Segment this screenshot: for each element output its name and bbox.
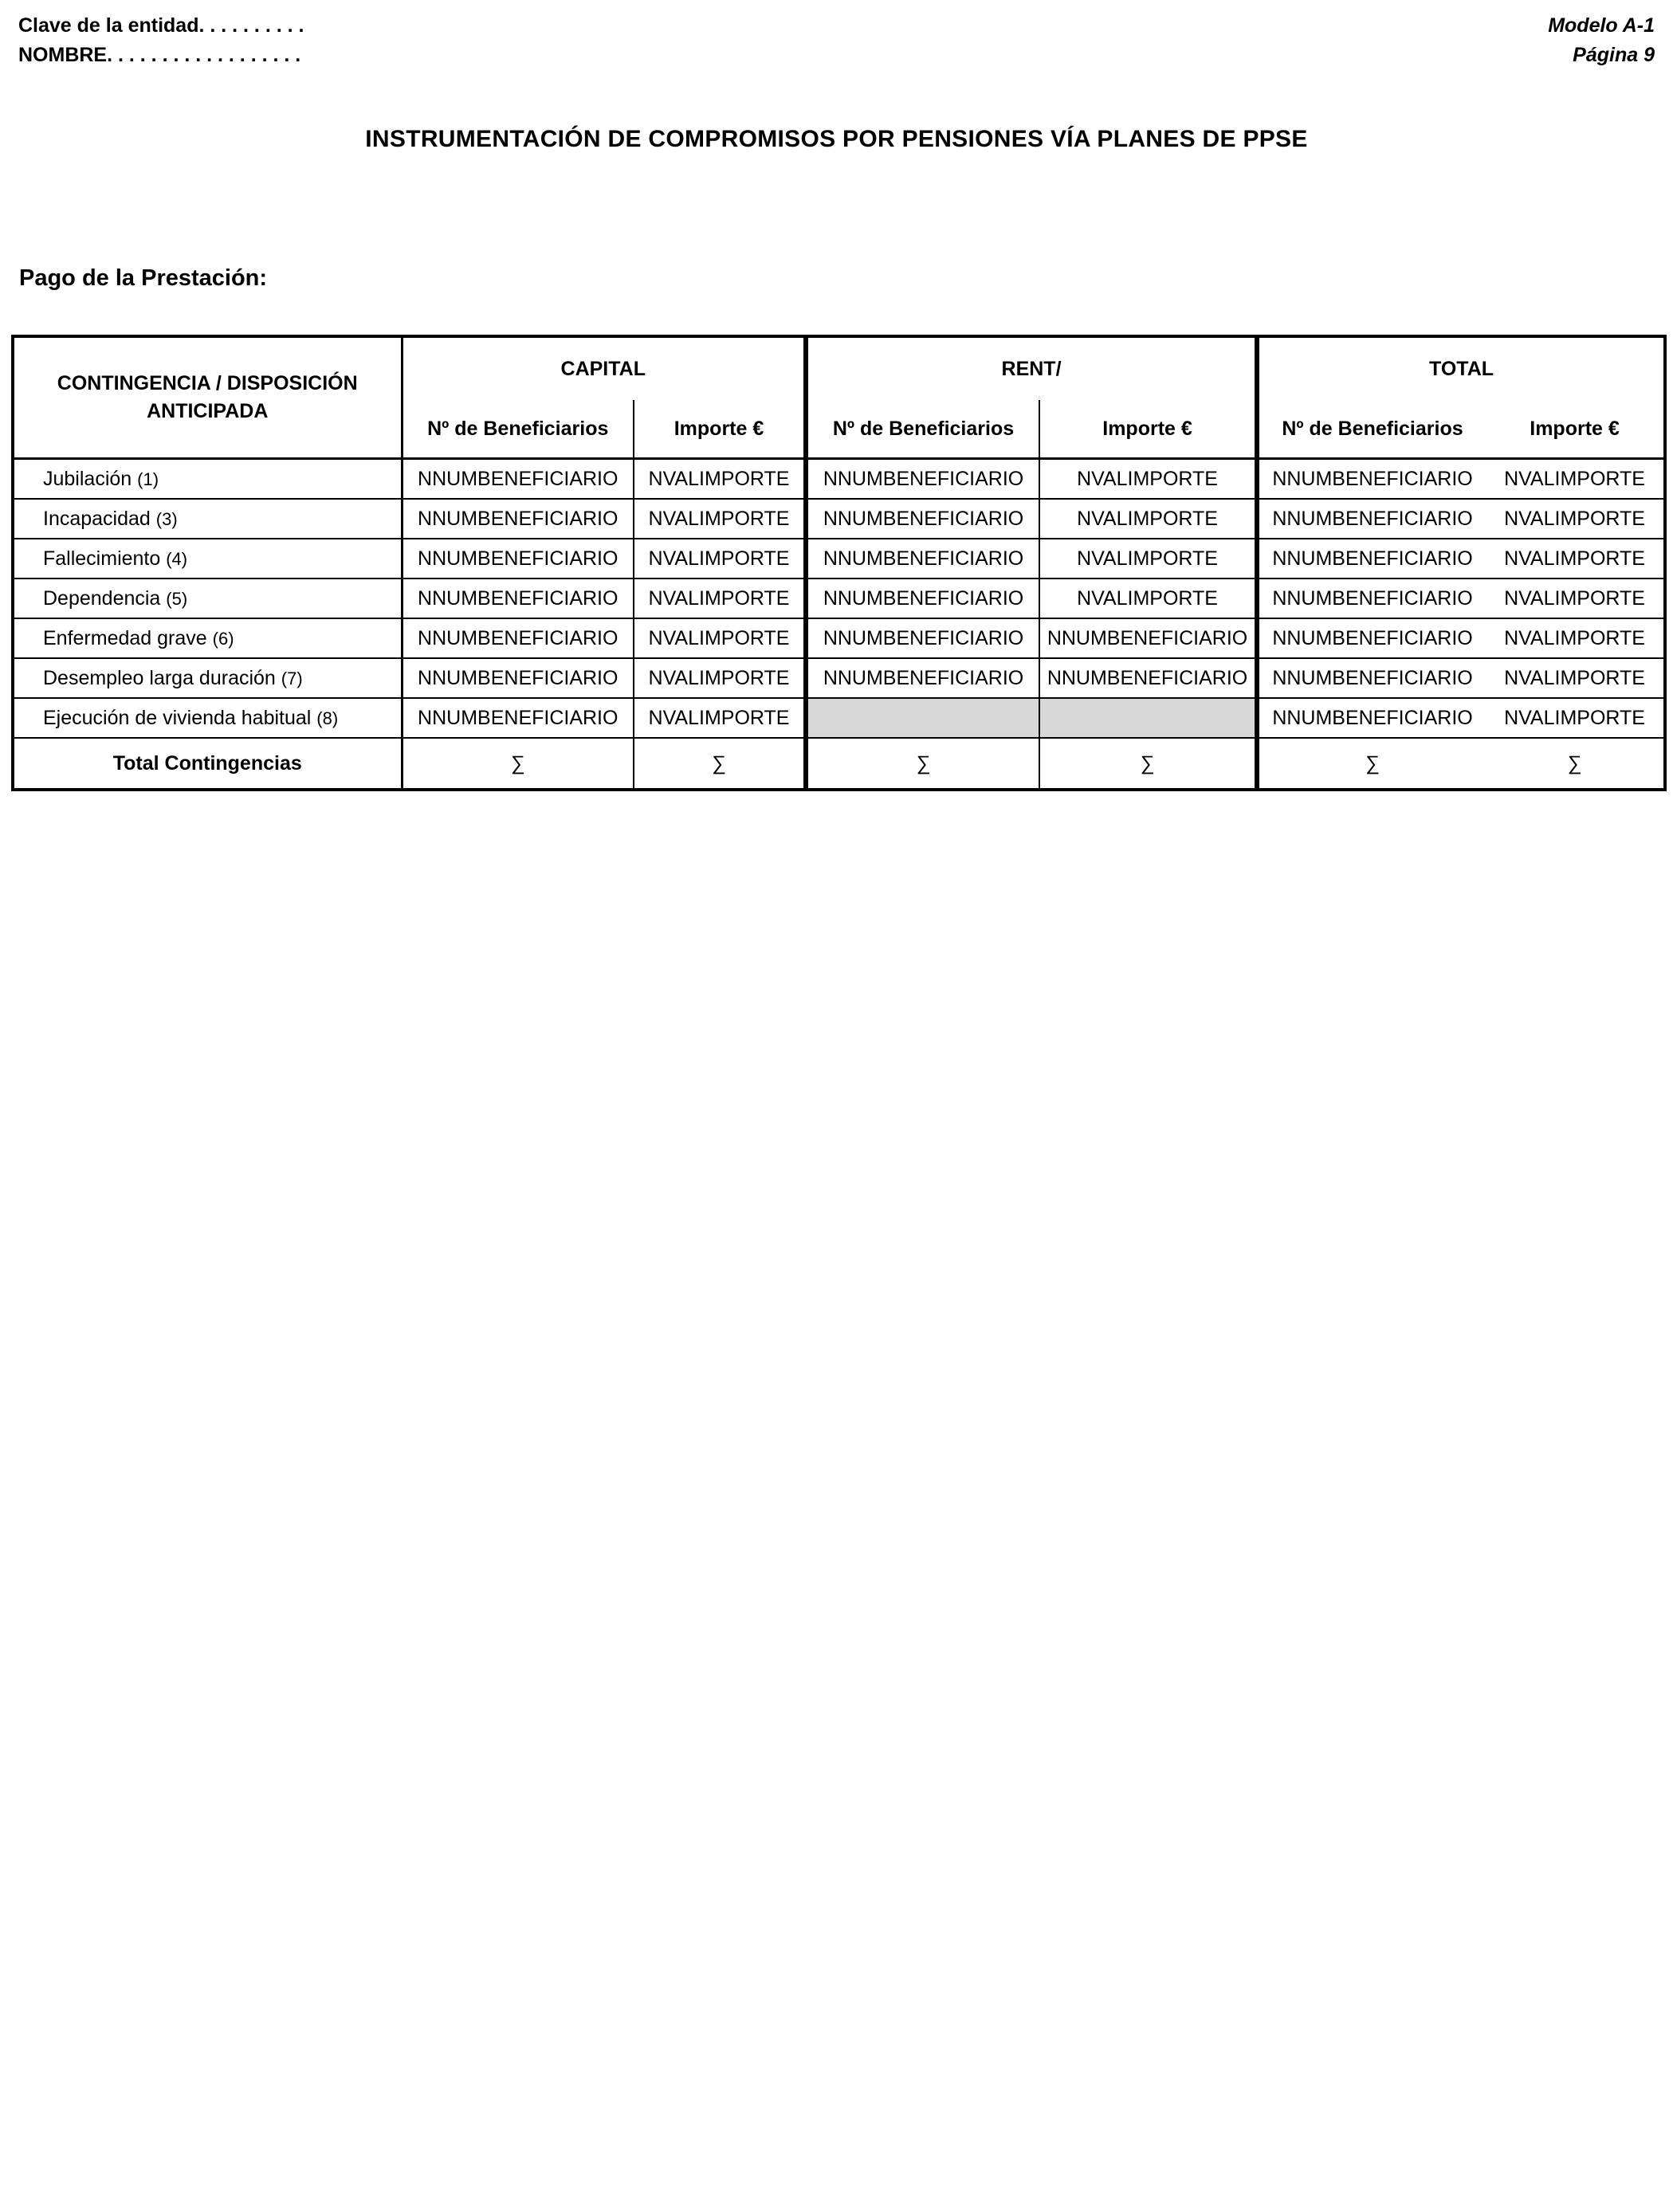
value-cell: NNUMBENEFICIARIO <box>402 658 634 698</box>
row-label: Jubilación (1) <box>13 459 402 500</box>
table-row <box>13 698 1665 738</box>
sum-cell: ∑ <box>634 738 806 790</box>
value-cell: NNUMBENEFICIARIO <box>402 459 634 500</box>
value-cell: NNUMBENEFICIARIO <box>1257 578 1486 618</box>
entity-header <box>18 11 304 70</box>
sum-cell: ∑ <box>1039 738 1257 790</box>
value-cell: NNUMBENEFICIARIO <box>806 499 1039 539</box>
row-label: Dependencia (5) <box>13 578 402 618</box>
value-cell: NVALIMPORTE <box>1039 499 1257 539</box>
total-row <box>13 738 1665 790</box>
table-row <box>13 539 1665 578</box>
section-label: Pago de la Prestación: <box>19 265 268 291</box>
value-cell: NNUMBENEFICIARIO <box>402 698 634 738</box>
value-cell: NNUMBENEFICIARIO <box>1257 499 1486 539</box>
subheader-beneficiarios: Nº de Beneficiarios <box>402 400 634 459</box>
row-label: Ejecución de vivienda habitual (8) <box>13 698 402 738</box>
value-cell: NNUMBENEFICIARIO <box>806 658 1039 698</box>
value-cell: NVALIMPORTE <box>634 499 806 539</box>
total-label: Total Contingencias <box>13 738 402 790</box>
value-cell: NVALIMPORTE <box>1486 698 1665 738</box>
table-row <box>13 618 1665 658</box>
value-cell: NVALIMPORTE <box>1486 578 1665 618</box>
subheader-importe: Importe € <box>1486 400 1665 459</box>
row-label: Desempleo larga duración (7) <box>13 658 402 698</box>
table-row <box>13 658 1665 698</box>
page-title: INSTRUMENTACIÓN DE COMPROMISOS POR PENSIONES VÍA PLANES DE PPSE <box>365 126 1308 152</box>
value-cell: NVALIMPORTE <box>1486 658 1665 698</box>
group-header-total: TOTAL <box>1257 336 1665 400</box>
value-cell: NVALIMPORTE <box>1039 578 1257 618</box>
value-cell: NVALIMPORTE <box>634 658 806 698</box>
value-cell: NNUMBENEFICIARIO <box>806 618 1039 658</box>
value-cell: NNUMBENEFICIARIO <box>402 499 634 539</box>
value-cell: NNUMBENEFICIARIO <box>1257 459 1486 500</box>
subheader-beneficiarios: Nº de Beneficiarios <box>806 400 1039 459</box>
value-cell: NNUMBENEFICIARIO <box>806 459 1039 500</box>
value-cell: NNUMBENEFICIARIO <box>402 539 634 578</box>
table-row <box>13 499 1665 539</box>
disabled-cell <box>1039 698 1257 738</box>
table-row <box>13 578 1665 618</box>
value-cell: NNUMBENEFICIARIO <box>402 578 634 618</box>
group-header-renta: RENT/ <box>806 336 1257 400</box>
value-cell: NNUMBENEFICIARIO <box>1039 618 1257 658</box>
sum-cell: ∑ <box>510 751 525 775</box>
value-cell: NVALIMPORTE <box>634 539 806 578</box>
model-label: Modelo A-1 <box>1548 14 1655 37</box>
value-cell: NVALIMPORTE <box>1486 618 1665 658</box>
value-cell: NVALIMPORTE <box>634 459 806 500</box>
table-row <box>13 459 1665 500</box>
value-cell: NVALIMPORTE <box>1486 499 1665 539</box>
value-cell: NNUMBENEFICIARIO <box>402 618 634 658</box>
page-number: Página 9 <box>1573 44 1655 66</box>
value-cell: NNUMBENEFICIARIO <box>806 539 1039 578</box>
subheader-importe: Importe € <box>634 400 806 459</box>
value-cell: NVALIMPORTE <box>634 578 806 618</box>
group-header-capital: CAPITAL <box>560 357 646 380</box>
entity-name-label: NOMBRE. . . . . . . . . . . . . . . . . . <box>18 44 301 66</box>
value-cell: NVALIMPORTE <box>1039 459 1257 500</box>
value-cell: NVALIMPORTE <box>634 698 806 738</box>
row-label: Incapacidad (3) <box>13 499 402 539</box>
model-header <box>1548 11 1655 70</box>
row-label: Enfermedad grave (6) <box>13 618 402 658</box>
value-cell: NVALIMPORTE <box>1039 539 1257 578</box>
disabled-cell <box>806 698 1039 738</box>
value-cell: NVALIMPORTE <box>1486 539 1665 578</box>
value-cell: NVALIMPORTE <box>1486 459 1665 500</box>
sum-cell: ∑ <box>1257 738 1486 790</box>
value-cell: NNUMBENEFICIARIO <box>806 578 1039 618</box>
contingency-column-header: CONTINGENCIA / DISPOSICIÓN ANTICIPADA <box>13 336 402 459</box>
value-cell: NNUMBENEFICIARIO <box>1257 539 1486 578</box>
value-cell: NNUMBENEFICIARIO <box>1257 698 1486 738</box>
benefits-table <box>11 335 1667 791</box>
value-cell: NVALIMPORTE <box>634 618 806 658</box>
subheader-importe: Importe € <box>1039 400 1257 459</box>
sum-cell: ∑ <box>1567 751 1582 775</box>
sum-cell: ∑ <box>806 738 1039 790</box>
value-cell: NNUMBENEFICIARIO <box>1257 658 1486 698</box>
value-cell: NNUMBENEFICIARIO <box>1257 618 1486 658</box>
subheader-beneficiarios: Nº de Beneficiarios <box>1257 400 1486 459</box>
row-label: Fallecimiento (4) <box>13 539 402 578</box>
value-cell: NNUMBENEFICIARIO <box>1039 658 1257 698</box>
entity-key-label: Clave de la entidad. . . . . . . . . . <box>18 14 304 37</box>
